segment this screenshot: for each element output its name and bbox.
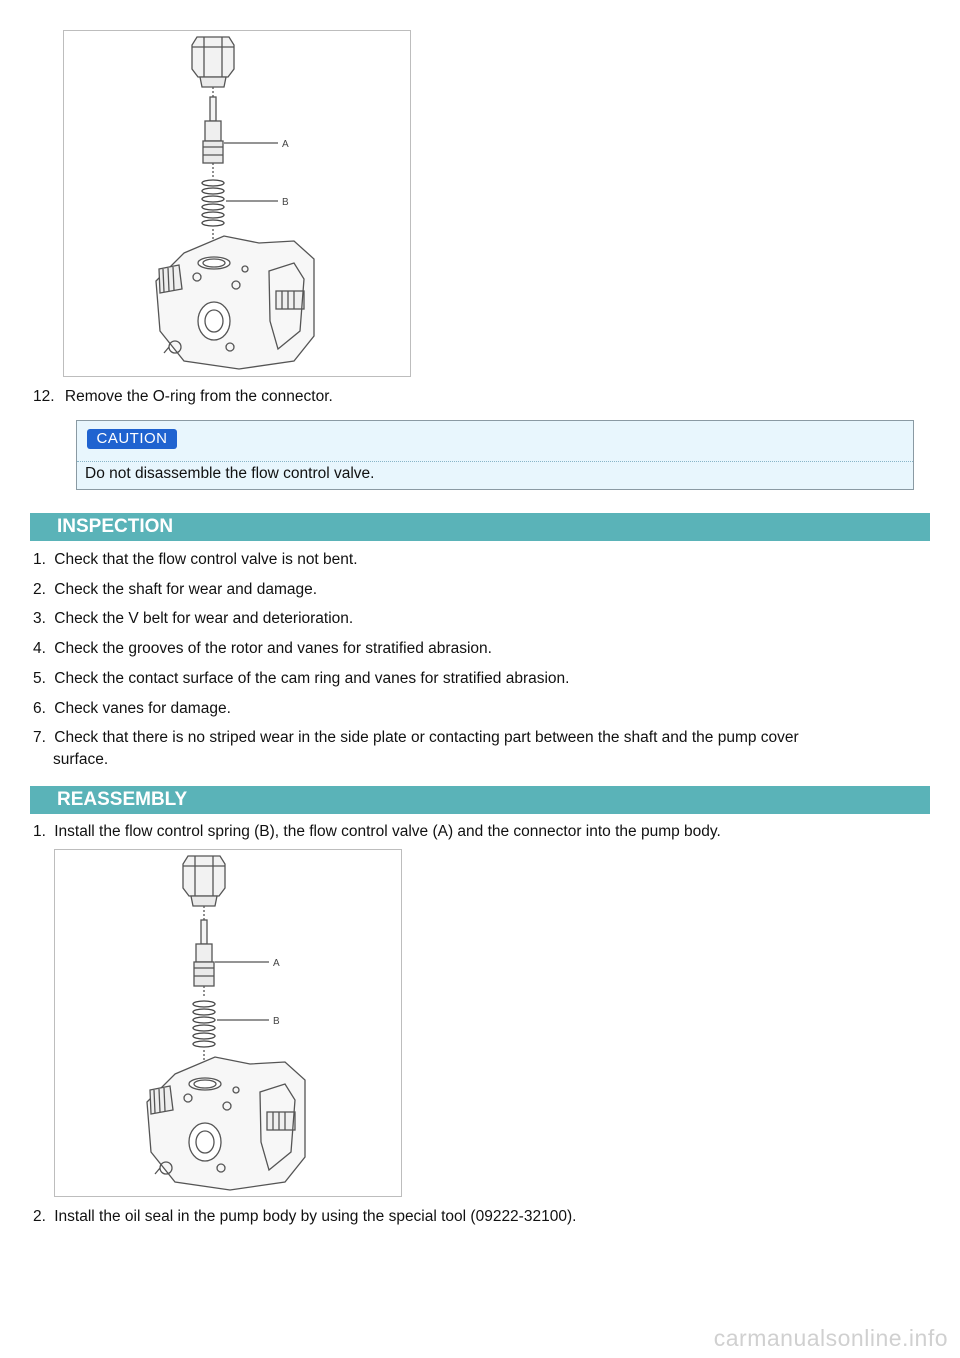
inspection-item [33,670,569,688]
caution-badge: CAUTION [87,429,177,449]
watermark: carmanualsonline.info [713,1325,948,1351]
item-text: Check the shaft for wear and damage. [54,581,318,598]
inspection-item [33,610,353,628]
item-number: 1. [33,551,46,568]
item-text: Check the contact surface of the cam ring and vanes for stratified abrasion. [54,670,570,687]
inspection-item [33,551,358,569]
item-text: Check that the flow control valve is not bent. [54,551,358,568]
item-text: Check that there is no striped wear in the side plate or contacting part between the shaft and the pump cover [54,729,799,746]
item-text: Check vanes for damage. [54,700,231,717]
caution-box [76,420,914,490]
callout-label-b: B [273,1016,280,1027]
figure-valve-exploded-top [63,30,411,377]
item-number: 3. [33,610,46,627]
item-text: Install the flow control spring (B), the flow control valve (A) and the connector into the pump body. [54,823,721,840]
item-number: 4. [33,640,46,657]
valve-exploded-drawing [55,850,401,1196]
inspection-item-continuation: surface. [53,751,109,768]
item-number: 2. [33,581,46,598]
item-text: Check the V belt for wear and deterioration. [54,610,354,627]
reassembly-item [33,1208,576,1226]
item-number: 5. [33,670,46,687]
callout-label-b: B [282,197,289,208]
reassembly-item [33,823,721,841]
item-number: 7. [33,729,46,746]
caution-text: Do not disassemble the flow control valve. [85,465,375,482]
item-number: 1. [33,823,46,840]
valve-exploded-drawing [64,31,410,376]
inspection-item [33,700,231,718]
step-number: 12. [33,388,55,405]
step-12 [33,388,333,406]
callout-label-a: A [273,958,280,969]
step-text: Remove the O-ring from the connector. [64,388,333,405]
item-number: 6. [33,700,46,717]
item-text: Install the oil seal in the pump body by using the special tool (09222-32100). [54,1208,577,1225]
item-number: 2. [33,1208,46,1225]
inspection-item [33,581,317,599]
caution-divider [77,461,913,462]
inspection-item [33,640,492,658]
section-heading-reassembly: REASSEMBLY [30,786,930,814]
section-heading-inspection: INSPECTION [30,513,930,541]
item-text: Check the grooves of the rotor and vanes for stratified abrasion. [54,640,492,657]
figure-valve-exploded-bottom [54,849,402,1197]
callout-label-a: A [282,139,289,150]
inspection-item [33,729,799,747]
